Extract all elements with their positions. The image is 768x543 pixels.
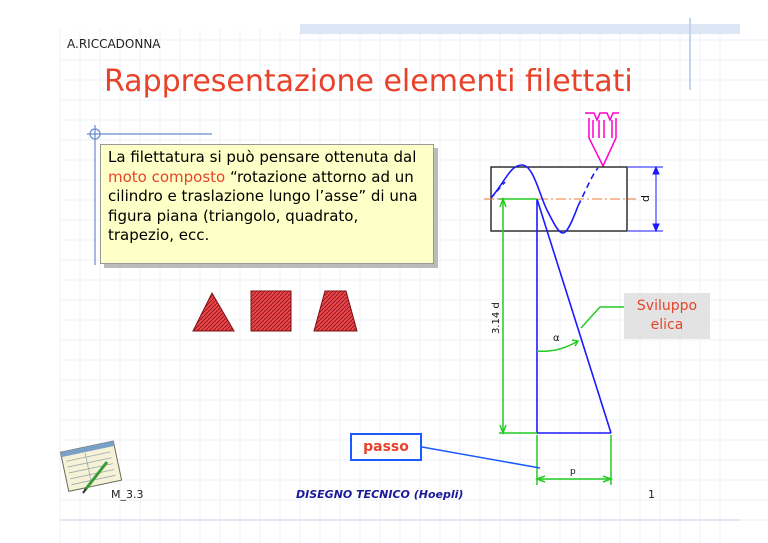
background-grid: [60, 30, 768, 543]
author-label: A.RICCADONNA: [67, 37, 161, 51]
passo-label: passo: [363, 439, 409, 455]
explanation-textbox: [100, 144, 434, 264]
explanation-text: [101, 145, 433, 249]
dimension-314d-label: 3.14 d: [491, 302, 502, 334]
notebook-icon: [60, 441, 121, 493]
green-dimensions: [499, 199, 624, 485]
pitch-p-label: p: [570, 467, 576, 477]
footer-slide-code: M_3.3: [111, 488, 144, 501]
explanation-part-2: “rotazione attorno ad un cilindro e traslazione lungo l’asse” di una figura piana (triangolo, quadrato, trapezio, ecc.: [108, 167, 418, 244]
passo-callout: [350, 433, 422, 461]
explanation-highlight: moto composto: [108, 167, 226, 186]
sviluppo-label: Sviluppo elica: [636, 298, 698, 333]
page-title: Rappresentazione elementi filettati: [104, 64, 633, 99]
footer-page-number: 1: [648, 488, 655, 501]
sviluppo-callout: [624, 293, 710, 339]
angle-alpha-label: α: [553, 333, 560, 344]
triangle-shape: [193, 293, 234, 331]
square-shape: [251, 291, 291, 331]
explanation-part-1: La filettatura si può pensare ottenuta dal: [108, 148, 417, 166]
dimension-d-label: d: [639, 195, 652, 202]
footer-source: DISEGNO TECNICO (Hoepli): [296, 488, 464, 501]
